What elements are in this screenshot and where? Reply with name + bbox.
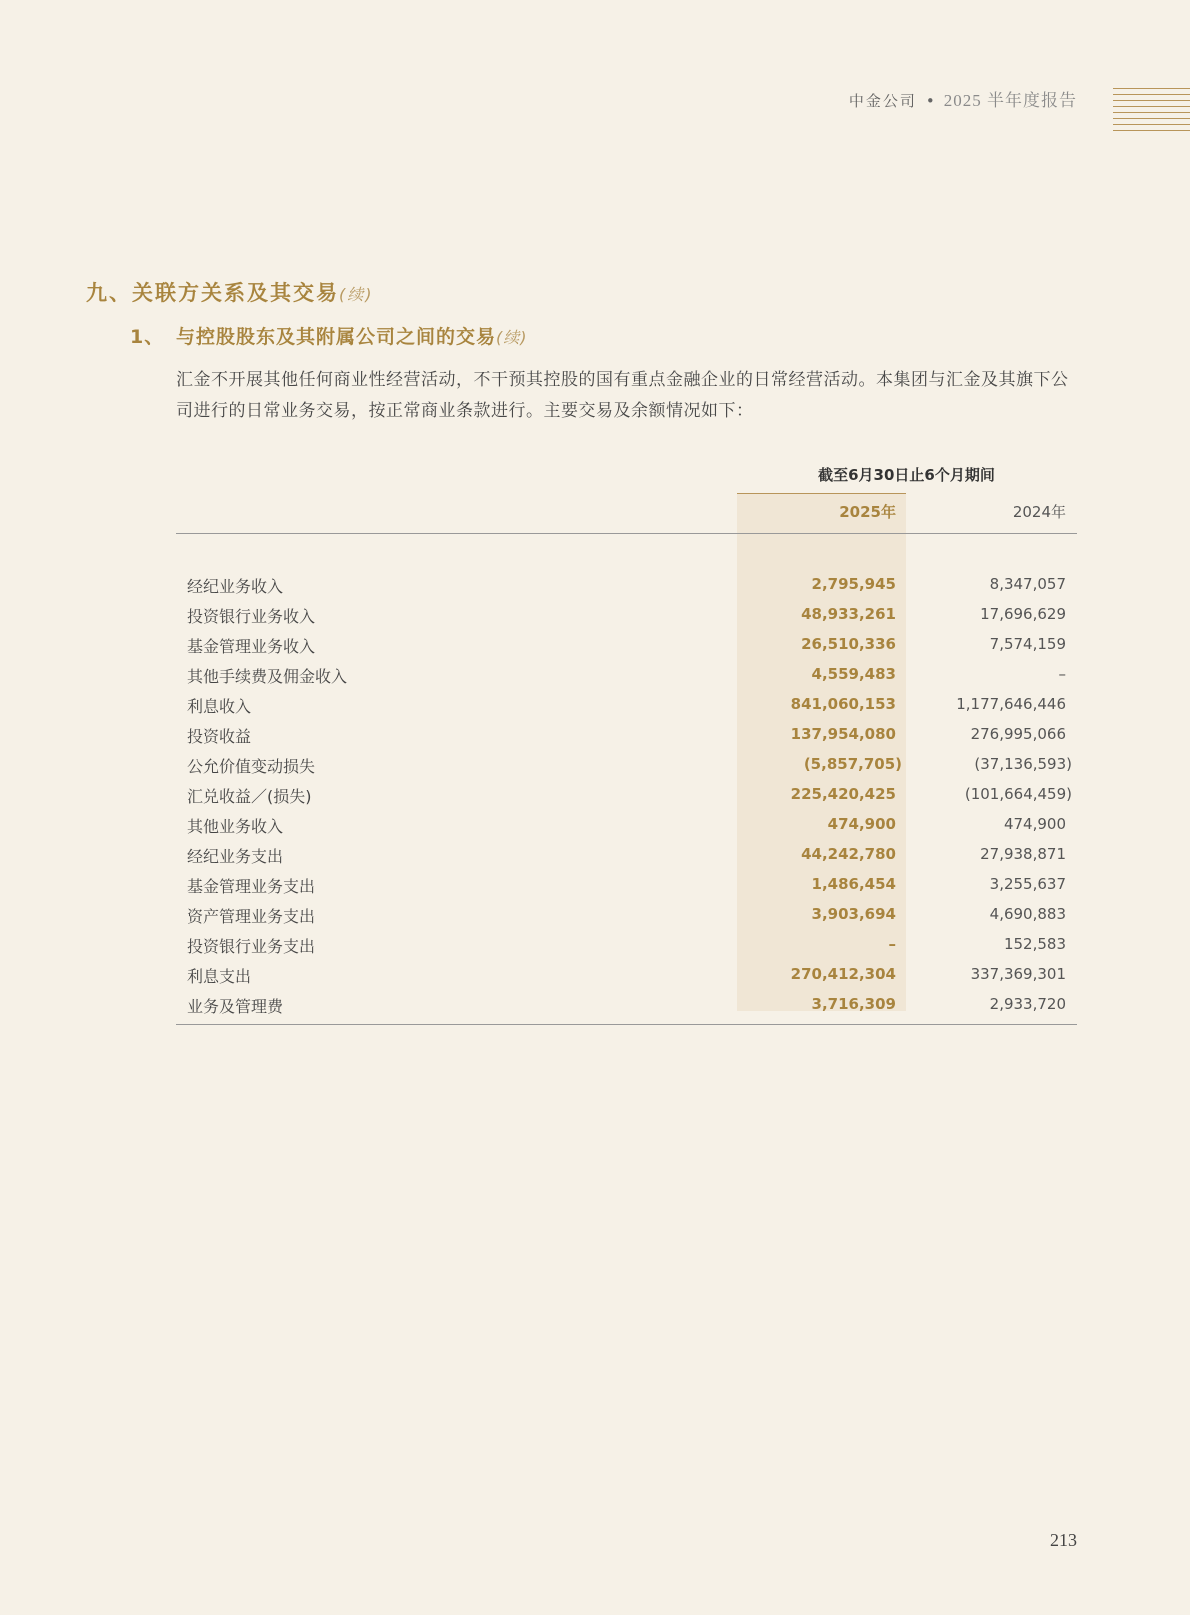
row-label: 经纪业务收入 bbox=[187, 577, 284, 596]
value-2025: 1,486,454 bbox=[811, 875, 896, 893]
value-2024: 276,995,066 bbox=[970, 725, 1066, 743]
row-label: 投资银行业务收入 bbox=[187, 607, 316, 626]
row-label: 汇兑收益／(损失) bbox=[187, 787, 312, 806]
row-label: 其他业务收入 bbox=[187, 817, 284, 836]
row-label: 利息收入 bbox=[187, 697, 252, 716]
subsection-number: 1、 bbox=[130, 326, 165, 348]
period-header: 截至6月30日止6个月期间 bbox=[818, 466, 995, 484]
value-2025: 3,716,309 bbox=[811, 995, 896, 1013]
table-row bbox=[176, 960, 1077, 990]
column-header-2025: 2025年 bbox=[839, 503, 896, 521]
header-separator: • bbox=[925, 92, 935, 110]
table-row bbox=[176, 690, 1077, 720]
row-label: 基金管理业务收入 bbox=[187, 637, 316, 656]
page-number: 213 bbox=[1050, 1530, 1077, 1550]
value-2024: 3,255,637 bbox=[989, 875, 1066, 893]
subsection-title-text: 与控股股东及其附属公司之间的交易 bbox=[176, 326, 497, 348]
row-label: 基金管理业务支出 bbox=[187, 877, 316, 896]
table-row bbox=[176, 720, 1077, 750]
value-2025: 137,954,080 bbox=[790, 725, 896, 743]
value-2025: 225,420,425 bbox=[790, 785, 896, 803]
value-2024: (37,136,593) bbox=[974, 755, 1072, 773]
table-row bbox=[176, 600, 1077, 630]
header-stripes-decoration bbox=[1113, 88, 1190, 136]
table-body bbox=[176, 570, 1077, 1020]
table-row bbox=[176, 840, 1077, 870]
value-2024: 2,933,720 bbox=[989, 995, 1066, 1013]
table-row bbox=[176, 990, 1077, 1020]
value-2024: 474,900 bbox=[1003, 815, 1066, 833]
value-2025: 48,933,261 bbox=[801, 605, 896, 623]
value-2024: 337,369,301 bbox=[970, 965, 1066, 983]
company-name: 中金公司 bbox=[848, 92, 917, 110]
header-divider bbox=[176, 533, 1077, 534]
section-continued: (续) bbox=[339, 285, 374, 304]
table-bottom-rule bbox=[176, 1024, 1077, 1025]
row-label: 投资收益 bbox=[187, 727, 252, 746]
value-2025: 26,510,336 bbox=[801, 635, 896, 653]
value-2024: 152,583 bbox=[1003, 935, 1066, 953]
table-row bbox=[176, 870, 1077, 900]
value-2024: 1,177,646,446 bbox=[956, 695, 1066, 713]
value-2025: 44,242,780 bbox=[801, 845, 896, 863]
value-2025: (5,857,705) bbox=[803, 755, 902, 773]
table-row bbox=[176, 660, 1077, 690]
row-label: 其他手续费及佣金收入 bbox=[187, 667, 348, 686]
value-2024: 8,347,057 bbox=[989, 575, 1066, 593]
row-label: 经纪业务支出 bbox=[187, 847, 284, 866]
row-label: 业务及管理费 bbox=[187, 997, 284, 1016]
row-label: 利息支出 bbox=[187, 967, 252, 986]
table-row bbox=[176, 570, 1077, 600]
subsection-title bbox=[130, 322, 528, 349]
value-2025: 4,559,483 bbox=[811, 665, 896, 683]
page-header bbox=[849, 86, 1077, 111]
value-2024: (101,664,459) bbox=[964, 785, 1072, 803]
body-paragraph: 汇金不开展其他任何商业性经营活动，不干预其控股的国有重点金融企业的日常经营活动。本集团与汇金及其旗下公司进行的日常业务交易，按正常商业条款进行。主要交易及余额情况如下： bbox=[176, 370, 1069, 421]
value-2025: 3,903,694 bbox=[811, 905, 896, 923]
table-row bbox=[176, 750, 1077, 780]
report-title: 2025 半年度报告 bbox=[943, 91, 1077, 110]
table-row bbox=[176, 930, 1077, 960]
row-label: 资产管理业务支出 bbox=[187, 907, 316, 926]
table-row bbox=[176, 900, 1077, 930]
value-2024: – bbox=[1058, 665, 1066, 683]
value-2025: – bbox=[888, 935, 896, 953]
section-title-text: 九、关联方关系及其交易 bbox=[86, 281, 339, 305]
table-row bbox=[176, 810, 1077, 840]
table-row bbox=[176, 630, 1077, 660]
section-title bbox=[86, 277, 374, 307]
value-2024: 17,696,629 bbox=[980, 605, 1066, 623]
value-2024: 7,574,159 bbox=[989, 635, 1066, 653]
row-label: 投资银行业务支出 bbox=[187, 937, 316, 956]
value-2025: 2,795,945 bbox=[811, 575, 896, 593]
value-2024: 27,938,871 bbox=[980, 845, 1066, 863]
table-row bbox=[176, 780, 1077, 810]
value-2025: 841,060,153 bbox=[790, 695, 896, 713]
column-header-2024: 2024年 bbox=[1012, 503, 1066, 521]
value-2025: 270,412,304 bbox=[790, 965, 896, 983]
value-2025: 474,900 bbox=[827, 815, 896, 833]
row-label: 公允价值变动损失 bbox=[187, 757, 316, 776]
value-2024: 4,690,883 bbox=[989, 905, 1066, 923]
transactions-table bbox=[176, 460, 1077, 1030]
subsection-continued: (续) bbox=[496, 328, 528, 347]
